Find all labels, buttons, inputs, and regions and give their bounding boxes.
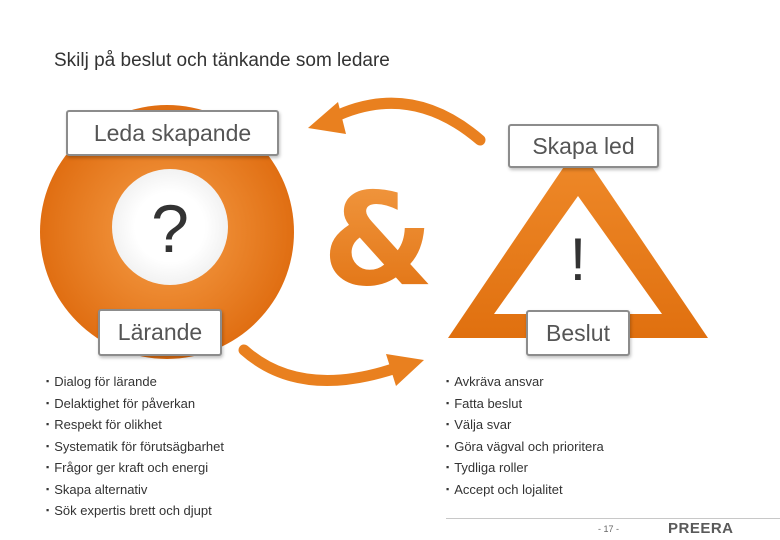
preera-logo: PREERA <box>668 520 734 537</box>
list-item: ▪ Avkräva ansvar <box>446 372 604 394</box>
list-item: ▪ Frågor ger kraft och energi <box>46 458 224 480</box>
list-item: ▪ Fatta beslut <box>446 394 604 416</box>
page-number: - 17 - <box>598 524 620 534</box>
list-item: ▪ Göra vägval och prioritera <box>446 437 604 459</box>
list-item: ▪ Sök expertis brett och djupt <box>46 501 224 523</box>
arrow-left-icon <box>308 102 480 140</box>
label-skapa-led: Skapa led <box>508 124 659 168</box>
decision-list <box>446 372 604 501</box>
thinking-list <box>46 372 224 523</box>
list-item: ▪ Dialog för lärande <box>46 372 224 394</box>
arrow-right-icon <box>244 350 424 386</box>
footer-divider <box>446 518 780 519</box>
list-item: ▪ Välja svar <box>446 415 604 437</box>
label-larande: Lärande <box>98 309 222 356</box>
list-item: ▪ Systematik för förutsägbarhet <box>46 437 224 459</box>
label-leda-skapande: Leda skapande <box>66 110 279 156</box>
exclamation-icon: ! <box>569 226 587 293</box>
list-item: ▪ Delaktighet för påverkan <box>46 394 224 416</box>
list-item: ▪ Skapa alternativ <box>46 480 224 502</box>
ampersand-icon: & <box>322 166 434 315</box>
list-item: ▪ Tydliga roller <box>446 458 604 480</box>
slide-title: Skilj på beslut och tänkande som ledare <box>54 50 390 71</box>
label-beslut: Beslut <box>526 310 630 356</box>
list-item: ▪ Respekt för olikhet <box>46 415 224 437</box>
question-mark-icon: ? <box>151 191 189 267</box>
list-item: ▪ Accept och lojalitet <box>446 480 604 502</box>
